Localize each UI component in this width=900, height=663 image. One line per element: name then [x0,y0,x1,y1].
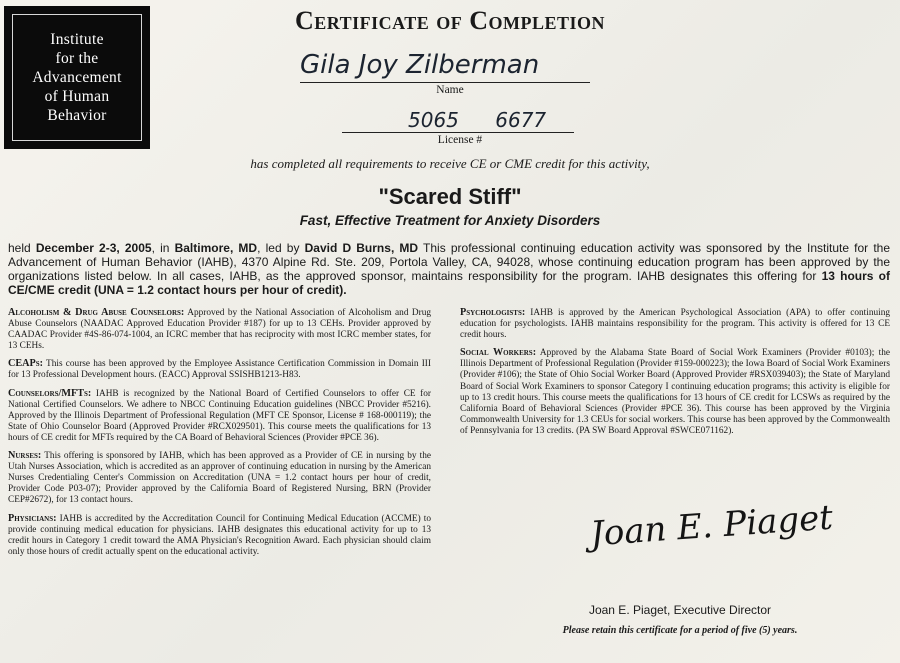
director-name: Joan E. Piaget, Executive Director [588,603,772,617]
activity-description [8,241,890,297]
section-addiction-counselors [8,307,431,352]
intro-body: This professional continuing education activity was sponsored by the Institute for the Advancement of Human Behavior (IAHB), 4370 Alpine Rd. Ste. 209, Portola Valley, CA, 94028, whose continuing education program has been approved by the organizations listed below. In all cases, IAHB, as the approved sponsor, maintains responsibility for the program. IAHB designates this offering for [8,241,891,283]
intro-dates: December 2-3, 2005 [35,241,152,255]
intro-in: , in [151,241,175,255]
course-subtitle: Fast, Effective Treatment for Anxiety Disorders [299,213,601,228]
name-label: Name [436,84,464,96]
logo-line-2: for the [55,50,99,67]
retain-note: Please retain this certificate for a period of five (5) years. [562,625,798,636]
section-heading: Social Workers: [460,347,537,359]
section-text: IAHB is accredited by the Accreditation Council for Continuing Medical Education (ACCME) to provide continuing medical education for physicians. IAHB designates this educational activity for up to 13 credit hours in Category 1 credit toward the AMA Physician's Recognition Award. Each physician should claim only those hours of credit actually spent on the educational activity. [8,513,431,557]
iahb-logo [4,6,150,149]
handwritten-license: 5065 6677 [408,108,547,132]
handwritten-name: Gila Joy Zilberman [300,50,540,80]
intro-held: held [8,241,36,255]
section-heading: Physicians: [8,512,57,524]
logo-line-3: Advancement [32,69,122,86]
intro-led-by: , led by [257,241,305,255]
section-ceaps [8,358,431,381]
logo-line-5: Behavior [47,107,107,124]
section-text: This offering is sponsored by IAHB, which has been approved as a Provider of CE in nursing by the Utah Nurses Association, which is accredited as an approver of continuing education in nursing by the American Nurses Credentialing Center's Commission on Accreditation (UNA = 1.2 contact hours per hour of credit, Provider Code P03-07); Provider approved by the California Board of Registered Nursing, BRN (Provider CEP#2672), for 13 contact hours. [8,451,431,506]
section-text: IAHB is approved by the American Psychological Association (APA) to offer continuing education for psychologists. IAHB maintains responsibility for the program. This activity is offered for 13 CE credit hours. [460,308,890,341]
intro-credit: 13 hours of CE/CME credit (UNA = 1.2 contact hours per hour of credit). [8,269,890,297]
license-line [342,132,574,133]
section-text: This course has been approved by the Employee Assistance Certification Commission in Domain III for 13 Professional Development hours. (EACC) Approval SSISHB1213-H83. [8,359,431,381]
section-text: IAHB is recognized by the National Board of Certified Counselors to offer CE for National Certified Counselors. We adhere to NBCC Continuing Education guidelines (NBCC Provider #5216). Approved by the Illinois Department of Professional Regulation (MFT CE Sponsor, License # 168-000119); the State of Ohio Counselor Board (Approved Provider #RCX029501). This course meets the qualifications for 13 hours of CE credit for MFTs required by the CA Board of Behavioral Sciences (Provider #PCE 36). [8,388,431,443]
section-heading: Counselors/MFTs: [8,387,92,399]
section-psychologists [460,307,890,341]
course-title: "Scared Stiff" [378,184,522,209]
name-line [300,82,590,83]
section-text: Approved by the National Association of Alcoholism and Drug Abuse Counselors (NAADAC Approved Education Provider #187) for up to 13 CEHs. Provider approved by CAADAC Provider #4S-86-074-1004, an ICRC member that has reciprocity with most ICRC member states, for 13 CEHs. [8,308,432,352]
section-heading: CEAPs: [8,358,44,370]
section-heading: Psychologists: [460,307,526,318]
section-counselors-mfts [8,388,431,444]
intro-leader: David D Burns, MD [304,241,419,255]
section-heading: Alcoholism & Drug Abuse Counselors: [8,307,185,318]
certificate-title: Certificate of Completion [294,6,606,35]
logo-line-4: of Human [44,88,110,105]
section-text: Approved by the Alabama State Board of Social Work Examiners (Provider #0103); the Illinois Department of Professional Regulation (Provider #159-000223); the Iowa Board of Social Work Examiners (Provider #106); the State of Ohio Social Worker Board (Approved Provider #RSX039403); the State of Maryland Board of Social Work Examiners to sponsor Category I continuing education programs; this activity is eligible for up to 13 credit hours. This course meets the qualifications for 13 hours of CE credit for LCSWs as required by the California Board of Behavioral Sciences (Provider #PCE 36). This course has been approved by the Virginia Commonwealth University for 1.3 CEUs for social workers. This course has been approved by the Commonwealth of Pennsylvania for 13 credits. (PA SW Board Approval #SWCE071162). [460,348,890,436]
logo-line-1: Institute [50,31,104,48]
accreditation-right-column [460,307,890,443]
completion-statement: has completed all requirements to receive CE or CME credit for this activity, [250,156,650,171]
section-nurses [8,450,431,506]
logo-text [12,14,142,141]
license-label: License # [437,134,483,146]
director-signature: Joan E. Piaget [588,497,835,555]
section-heading: Nurses: [8,450,42,462]
accreditation-left-column [8,307,431,564]
section-physicians [8,513,431,558]
section-social-workers [460,347,890,437]
intro-city: Baltimore, MD [174,241,258,255]
